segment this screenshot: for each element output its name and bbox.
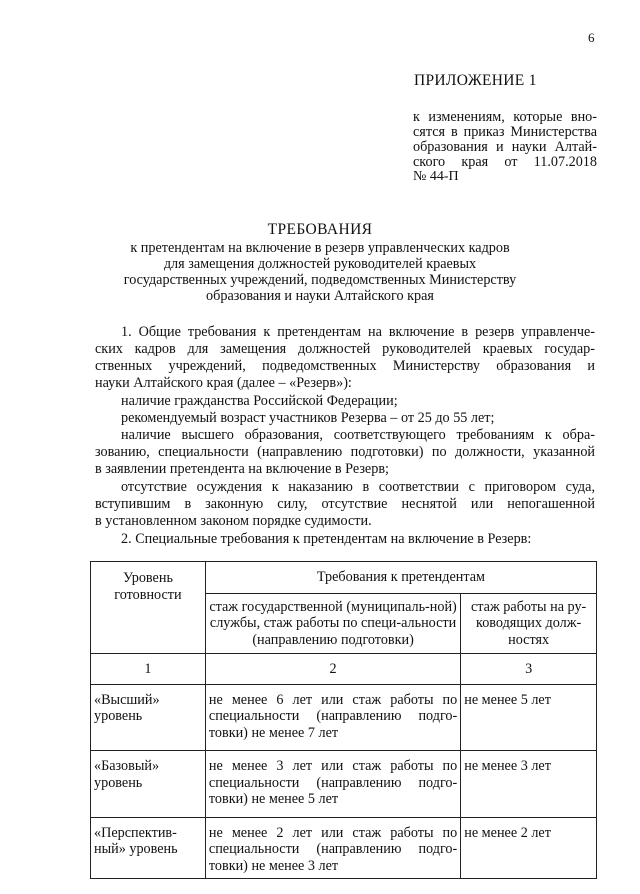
paragraph-1-line: науки Алтайского края (далее – «Резерв»): bbox=[95, 375, 352, 391]
management-experience-header: стаж работы на ру-ководящих долж-ностях bbox=[461, 593, 597, 654]
management-cell: не менее 3 лет bbox=[461, 751, 597, 818]
level-cell: «Высший» уровень bbox=[91, 684, 206, 751]
table-row bbox=[91, 684, 597, 751]
service-cell: не менее 6 лет или стаж работы по специальности (направлению подго-товки) не менее 7 лет bbox=[205, 684, 460, 751]
column-number: 3 bbox=[461, 654, 597, 685]
subtitle-line: для замещения должностей руководителей краевых bbox=[163, 256, 477, 272]
requirement-item-line: в заявлении претендента на включение в Резерв; bbox=[95, 461, 389, 477]
requirements-table bbox=[90, 561, 597, 879]
table-row bbox=[91, 817, 597, 879]
paragraph-1-line: ских кадров для замещения должностей руководителей краевых государ- bbox=[95, 341, 595, 357]
requirement-item-line: наличие высшего образования, соответствующего требованиям к обра- bbox=[121, 427, 595, 443]
appendix-title: ПРИЛОЖЕНИЕ 1 bbox=[414, 72, 537, 89]
management-cell: не менее 2 лет bbox=[461, 817, 597, 879]
table-row bbox=[91, 751, 597, 818]
service-cell: не менее 3 лет или стаж работы по специальности (направлению подго-товки) не менее 5 лет bbox=[205, 751, 460, 818]
requirement-item-line: в установленном законом порядке судимости. bbox=[95, 513, 372, 529]
requirements-group-header: Требования к претендентам bbox=[205, 562, 596, 594]
service-experience-header: стаж государственной (муниципаль-ной) службы, стаж работы по специ-альности (направлению подготовки) bbox=[205, 593, 460, 654]
appendix-line: образования и науки Алтай- bbox=[413, 139, 597, 155]
subtitle-line: образования и науки Алтайского края bbox=[206, 288, 434, 304]
paragraph-1-line: 1. Общие требования к претендентам на включение в резерв управленче- bbox=[121, 324, 595, 340]
requirement-item-line: зованию, специальности (направлению подготовки) по должности, указанной bbox=[95, 444, 595, 460]
appendix-line: сятся в приказ Министерства bbox=[413, 124, 597, 140]
column-number: 2 bbox=[205, 654, 460, 685]
service-cell: не менее 2 лет или стаж работы по специальности (направлению подго-товки) не менее 3 лет bbox=[205, 817, 460, 879]
subtitle-line: к претендентам на включение в резерв управленческих кадров bbox=[130, 240, 510, 256]
level-cell: «Базовый» уровень bbox=[91, 751, 206, 818]
appendix-line: ского края от 11.07.2018 bbox=[413, 154, 597, 170]
management-cell: не менее 5 лет bbox=[461, 684, 597, 751]
requirement-item: рекомендуемый возраст участников Резерва – от 25 до 55 лет; bbox=[121, 410, 495, 426]
requirement-item: наличие гражданства Российской Федерации; bbox=[121, 393, 398, 409]
level-column-header: Уровень готовности bbox=[91, 562, 206, 654]
requirement-item-line: отсутствие осуждения к наказанию в соответствии с приговором суда, bbox=[121, 479, 595, 495]
requirement-item-line: вступившим в законную силу, отсутствие неснятой или непогашенной bbox=[95, 496, 595, 512]
level-cell: «Перспектив-ный» уровень bbox=[91, 817, 206, 879]
column-number: 1 bbox=[91, 654, 206, 685]
paragraph-1-line: ственных учреждений, подведомственных Министерству образования и bbox=[95, 358, 595, 374]
paragraph-2: 2. Специальные требования к претендентам на включение в Резерв: bbox=[121, 531, 532, 547]
document-title: ТРЕБОВАНИЯ bbox=[267, 221, 373, 238]
page-number: 6 bbox=[588, 30, 595, 45]
appendix-line: № 44-П bbox=[413, 169, 459, 184]
appendix-line: к изменениям, которые вно- bbox=[413, 109, 597, 125]
subtitle-line: государственных учреждений, подведомственных Министерству bbox=[123, 272, 517, 288]
